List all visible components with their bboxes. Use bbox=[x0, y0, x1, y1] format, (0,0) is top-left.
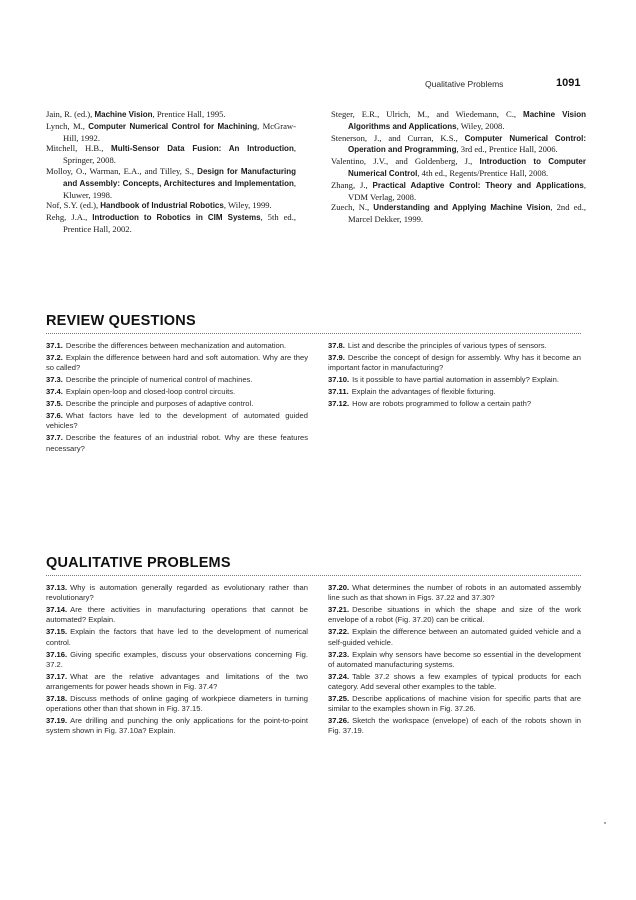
reference-authors: Valentino, J.V., and Goldenberg, J., bbox=[331, 156, 480, 167]
qualitative-problem bbox=[328, 627, 581, 647]
question-number: 37.10. bbox=[328, 375, 350, 385]
reference-title: Computer Numerical Control for Machining bbox=[88, 121, 258, 131]
question-number: 37.19. bbox=[46, 716, 68, 726]
review-left-column bbox=[46, 341, 308, 456]
reference-title: Multi-Sensor Data Fusion: An Introduction bbox=[111, 144, 294, 154]
running-title: Qualitative Problems bbox=[425, 79, 504, 89]
qualitative-problem bbox=[46, 716, 308, 736]
reference-publisher: , 4th ed., Regents/Prentice Hall, 2008. bbox=[417, 167, 549, 178]
question-text: Is it possible to have partial automation in assembly? Explain. bbox=[352, 375, 559, 385]
question-text: How are robots programmed to follow a certain path? bbox=[352, 399, 532, 409]
reference-entry bbox=[46, 166, 296, 200]
reference-publisher: , Wiley, 1999. bbox=[223, 200, 272, 211]
reference-authors: Lynch, M., bbox=[46, 120, 89, 131]
reference-publisher: , Springer, 2008. bbox=[63, 143, 296, 166]
qualitative-problem bbox=[328, 650, 581, 670]
question-text: List and describe the principles of various types of sensors. bbox=[347, 341, 547, 350]
reference-publisher: , 3rd ed., Prentice Hall, 2006. bbox=[456, 144, 558, 155]
question-text: Explain the difference between an automated guided vehicle and a self-guided vehicle. bbox=[328, 627, 581, 647]
reference-entry bbox=[331, 180, 586, 203]
question-number: 37.4. bbox=[46, 387, 63, 397]
reference-title: Machine Vision Algorithms and Applications bbox=[348, 110, 586, 131]
reference-publisher: , VDM Verlag, 2008. bbox=[348, 179, 586, 202]
reference-entry bbox=[331, 156, 586, 180]
stray-mark bbox=[604, 822, 606, 824]
question-text: Explain why sensors have become so essential in the development of automated manufacturing systems. bbox=[328, 649, 581, 669]
question-text: Describe applications of machine vision for specific parts that are similar to the examples shown in Fig. 37.26. bbox=[328, 694, 581, 714]
reference-title: Machine Vision bbox=[94, 110, 153, 119]
reference-publisher: , Kluwer, 1998. bbox=[63, 177, 296, 200]
qualitative-problem bbox=[328, 605, 581, 625]
question-number: 37.21. bbox=[328, 605, 350, 615]
question-number: 37.3. bbox=[46, 375, 63, 385]
page-header bbox=[0, 77, 636, 91]
qualitative-problem bbox=[46, 650, 308, 670]
qualitative-heading-rule bbox=[46, 575, 581, 576]
question-text: Table 37.2 shows a few examples of typical products for each category. Add several other examples to the table. bbox=[328, 671, 581, 692]
reference-authors: Jain, R. (ed.), bbox=[46, 109, 95, 119]
question-text: Explain open-loop and closed-loop control circuits. bbox=[65, 387, 236, 397]
reference-authors: Molloy, O., Warman, E.A., and Tilley, S., bbox=[46, 165, 198, 176]
qualitative-problem bbox=[328, 716, 581, 736]
review-question bbox=[328, 341, 581, 351]
bibliography bbox=[46, 109, 587, 289]
question-text: Describe the features of an industrial robot. Why are these features necessary? bbox=[46, 433, 308, 453]
reference-authors: Steger, E.R., Ulrich, M., and Wiedemann, C., bbox=[331, 109, 524, 119]
review-heading-rule bbox=[46, 333, 581, 334]
question-text: Sketch the workspace (envelope) of each of the robots shown in Fig. 37.19. bbox=[328, 716, 581, 736]
question-text: Explain the difference between hard and soft automation. Why are they so called? bbox=[46, 353, 308, 373]
review-question bbox=[46, 375, 308, 385]
question-number: 37.6. bbox=[46, 411, 63, 421]
question-number: 37.9. bbox=[328, 353, 345, 362]
qualitative-left-column bbox=[46, 583, 308, 738]
review-question bbox=[328, 375, 581, 385]
qualitative-problem bbox=[46, 605, 308, 625]
reference-title: Introduction to Computer Numerical Control bbox=[348, 157, 586, 178]
reference-publisher: , McGraw-Hill, 1992. bbox=[63, 120, 296, 143]
reference-publisher: , Prentice Hall, 1995. bbox=[152, 109, 226, 119]
bibliography-right-column bbox=[331, 109, 586, 225]
question-number: 37.17. bbox=[46, 671, 68, 681]
reference-entry bbox=[331, 133, 586, 157]
question-text: What factors have led to the development of automated guided vehicles? bbox=[46, 411, 308, 431]
question-number: 37.2. bbox=[46, 353, 63, 362]
question-number: 37.24. bbox=[328, 671, 350, 681]
question-number: 37.20. bbox=[328, 583, 350, 592]
reference-title: Handbook of Industrial Robotics bbox=[100, 201, 224, 211]
reference-authors: Zuech, N., bbox=[331, 202, 374, 213]
review-right-column bbox=[328, 341, 581, 411]
qualitative-problem bbox=[328, 583, 581, 603]
question-number: 37.12. bbox=[328, 399, 350, 409]
qualitative-right-column bbox=[328, 583, 581, 738]
reference-title: Computer Numerical Control: Operation and Programming bbox=[348, 133, 586, 155]
reference-title: Introduction to Robotics in CIM Systems bbox=[92, 213, 261, 223]
question-number: 37.5. bbox=[46, 399, 63, 409]
page-number: 1091 bbox=[556, 77, 581, 89]
reference-entry bbox=[331, 202, 586, 225]
reference-publisher: , 5th ed., Prentice Hall, 2002. bbox=[63, 212, 296, 234]
question-text: Describe the principle of numerical control of machines. bbox=[65, 375, 253, 385]
question-text: Describe the concept of design for assembly. Why has it become an important factor in manufacturing? bbox=[328, 353, 581, 373]
reference-entry bbox=[46, 200, 296, 212]
reference-publisher: , Wiley, 2008. bbox=[456, 120, 505, 131]
reference-authors: Nof, S.Y. (ed.), bbox=[46, 200, 101, 211]
reference-entry bbox=[46, 143, 296, 166]
question-number: 37.7. bbox=[46, 433, 63, 443]
question-number: 37.11. bbox=[328, 387, 349, 397]
question-text: Are there activities in manufacturing operations that cannot be automated? Explain. bbox=[46, 605, 308, 625]
qualitative-problem bbox=[46, 583, 308, 603]
question-number: 37.25. bbox=[328, 694, 350, 704]
qualitative-problem bbox=[328, 694, 581, 714]
reference-entry bbox=[46, 212, 296, 235]
qualitative-problems-heading: QUALITATIVE PROBLEMS bbox=[46, 555, 231, 571]
qualitative-problem bbox=[46, 672, 308, 692]
review-question bbox=[46, 433, 308, 453]
reference-authors: Rehg, J.A., bbox=[46, 212, 93, 223]
reference-entry bbox=[46, 121, 296, 144]
review-question bbox=[46, 353, 308, 373]
question-number: 37.15. bbox=[46, 627, 68, 637]
reference-title: Practical Adaptive Control: Theory and Applications bbox=[372, 180, 584, 190]
qualitative-problem bbox=[328, 672, 581, 692]
question-text: What determines the number of robots in an automated assembly line such as that shown in Figs. 37.22 and 37.30? bbox=[328, 583, 581, 603]
question-text: Describe the differences between mechanization and automation. bbox=[65, 341, 287, 350]
question-text: What are the relative advantages and limitations of the two arrangements for power heads shown in Fig. 37.4? bbox=[46, 671, 308, 692]
review-question bbox=[46, 341, 308, 351]
question-text: Explain the advantages of flexible fixturing. bbox=[351, 387, 496, 397]
question-number: 37.13. bbox=[46, 583, 68, 592]
question-number: 37.26. bbox=[328, 716, 350, 726]
question-number: 37.16. bbox=[46, 649, 68, 659]
reference-entry bbox=[46, 109, 296, 121]
question-number: 37.1. bbox=[46, 341, 63, 350]
question-text: Why is automation generally regarded as evolutionary rather than revolutionary? bbox=[46, 583, 308, 603]
review-question bbox=[46, 411, 308, 431]
question-number: 37.14. bbox=[46, 605, 68, 615]
reference-entry bbox=[331, 109, 586, 133]
reference-publisher: , 2nd ed., Marcel Dekker, 1999. bbox=[348, 202, 587, 225]
question-text: Giving specific examples, discuss your observations concerning Fig. 37.2. bbox=[46, 649, 308, 669]
question-text: Are drilling and punching the only applications for the point-to-point system shown in Fig. 37.10a? Explain. bbox=[46, 716, 308, 736]
question-number: 37.22. bbox=[328, 627, 350, 637]
question-text: Discuss methods of online gaging of workpiece diameters in turning operations other than that shown in Fig. 37.15. bbox=[46, 694, 308, 714]
question-text: Describe the principle and purposes of adaptive control. bbox=[65, 399, 254, 409]
question-text: Explain the factors that have led to the development of numerical control. bbox=[46, 627, 308, 647]
bibliography-left-column bbox=[46, 109, 296, 235]
qualitative-problem bbox=[46, 694, 308, 714]
qualitative-problem bbox=[46, 627, 308, 647]
reference-title: Design for Manufacturing and Assembly: Concepts, Architectures and Implementation bbox=[63, 166, 297, 188]
question-number: 37.8. bbox=[328, 341, 345, 350]
review-question bbox=[46, 387, 308, 397]
review-question bbox=[328, 387, 581, 397]
question-number: 37.23. bbox=[328, 649, 350, 659]
reference-authors: Zhang, J., bbox=[331, 179, 373, 190]
review-questions-heading: REVIEW QUESTIONS bbox=[46, 313, 196, 329]
reference-authors: Mitchell, H.B., bbox=[46, 143, 112, 154]
question-text: Describe situations in which the shape and size of the work envelope of a robot (Fig. 37.20) can be critical. bbox=[328, 605, 581, 625]
review-question bbox=[46, 399, 308, 409]
review-question bbox=[328, 353, 581, 373]
reference-authors: Stenerson, J., and Curran, K.S., bbox=[331, 132, 465, 143]
question-number: 37.18. bbox=[46, 694, 68, 704]
review-question bbox=[328, 399, 581, 409]
reference-title: Understanding and Applying Machine Vision bbox=[373, 203, 551, 213]
